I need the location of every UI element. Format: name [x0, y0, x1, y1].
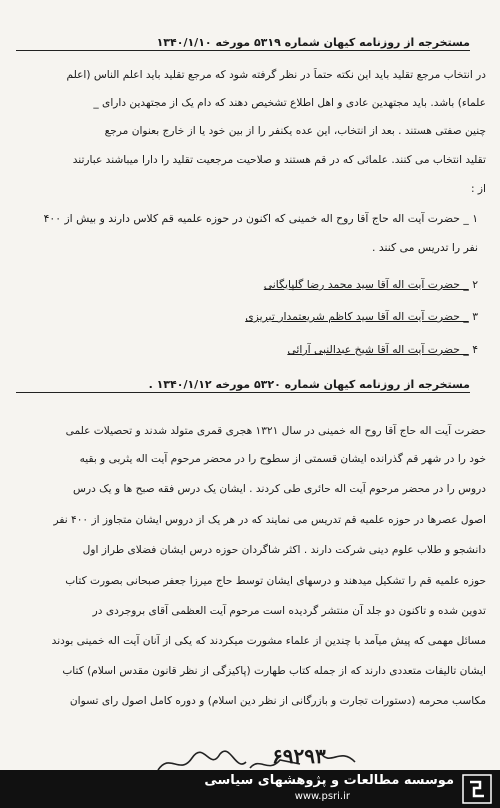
- list-text: _ حضرت آیت اله آقا سید کاظم شریعتمدار تبریزی: [245, 310, 469, 323]
- list-item-1-continued: [372, 241, 478, 254]
- header-source-1: مستخرجه از روزنامه کیهان شماره ۵۳۱۹ مورخه ۱۳۴۰/۱/۱۰: [16, 36, 470, 51]
- handwritten-reference-number: ۶۹۲۹۳: [272, 744, 326, 768]
- para1-line-4: تقلید انتخاب می کنند. علمائی که در قم هستند و صلاحیت مرجعیت تقلید را دارا میباشند عبارتند: [72, 154, 486, 166]
- footer-banner: [0, 770, 500, 808]
- list-item-4: [287, 343, 478, 356]
- para2-line-9: ایشان تالیفات متعددی دارند که از جمله کتاب طهارت (پاکیزگی از نظر قانون مقدس اسلام) کتاب: [62, 665, 486, 677]
- para1-line-5: از :: [471, 183, 486, 195]
- list-number: ۱: [472, 212, 478, 225]
- list-number: ۳: [472, 310, 478, 323]
- para1-line-2: علماء) باشد. باید مجتهدین عادی و اهل اطلاع تشخیص دهند که دام یک از مجتهدین دارای _: [93, 97, 486, 109]
- list-number: ۴: [472, 343, 478, 356]
- list-number: ۲: [472, 278, 478, 291]
- institute-logo-icon: [462, 774, 492, 804]
- list-item-1: [44, 212, 478, 225]
- list-item-3: [245, 310, 478, 323]
- para2-line-8: مسائل مهمی که پیش میآمد با چندین از علماء مشورت میکردند که یکی از آنان آیت اله خمینی بودند: [51, 635, 486, 647]
- para2-line-2: خود را در شهر قم گذرانده ایشان قسمتی از سطوح را در محضر مرحوم آیت اله یثربی و بقیه: [79, 453, 486, 465]
- para1-line-3: چنین صفتی هستند . بعد از انتخاب، این عده یکنفر را از بین خود یا از خارج بعنوان مرجع: [104, 125, 486, 137]
- institute-name: موسسه مطالعات و پژوهشهای سیاسی: [204, 773, 454, 788]
- header-source-2: مستخرجه از روزنامه کیهان شماره ۵۳۲۰ مورخه ۱۳۴۰/۱/۱۲ .: [16, 378, 470, 393]
- list-text: نفر را تدریس می کنند .: [372, 241, 478, 254]
- para2-line-10: مکاسب محرمه (دستورات تجارت و بازرگانی از نظر دین اسلام) و دوره کامل اصول رای تسوان: [69, 695, 486, 707]
- para2-line-3: دروس را در محضر مرحوم آیت اله حائری طی کردند . ایشان یک درس فقه صبح ها و یک درس: [73, 483, 486, 495]
- para2-line-5: دانشجو و طلاب علوم دینی شرکت دارند . اکثر شاگردان حوزه درس ایشان فضلای طراز اول: [82, 544, 486, 556]
- institute-url[interactable]: www.psri.ir: [294, 791, 350, 802]
- para2-line-7: تدوین شده و تاکنون دو جلد آن منتشر گردیده است مرحوم آیت العظمی آقای بروجردی در: [92, 605, 486, 617]
- para1-line-1: در انتخاب مرجع تقلید باید این نکته حتماً در نظر گرفته شود که مرجع تقلید باید اعلم الناس (اعلم: [66, 69, 486, 81]
- list-text: _ حضرت آیت اله حاج آقا روح اله خمینی که اکنون در حوزه علمیه قم کلاس دارند و بیش از ۴۰۰: [43, 212, 469, 225]
- list-text: _ حضرت آیت اله آقا سید محمد رضا گلپایگانی: [263, 278, 469, 291]
- list-item-2: [264, 278, 478, 291]
- list-text: _ حضرت آیت اله آقا شیخ عبدالنبی آرائی: [287, 343, 469, 356]
- para2-line-4: اصول عصرها در حوزه علمیه قم تدریس می نمایند که در هر یک از دروس ایشان متجاوز از ۴۰۰ نفر: [53, 514, 486, 526]
- para2-line-6: حوزه علمیه قم را تشکیل میدهند و درسهای ایشان توسط حاج میرزا جعفر صبحانی بصورت کتاب: [65, 575, 486, 587]
- para2-line-1: حضرت آیت اله حاج آقا روح اله خمینی در سال ۱۳۲۱ هجری قمری متولد شدند و تحصیلات علمی: [65, 425, 486, 437]
